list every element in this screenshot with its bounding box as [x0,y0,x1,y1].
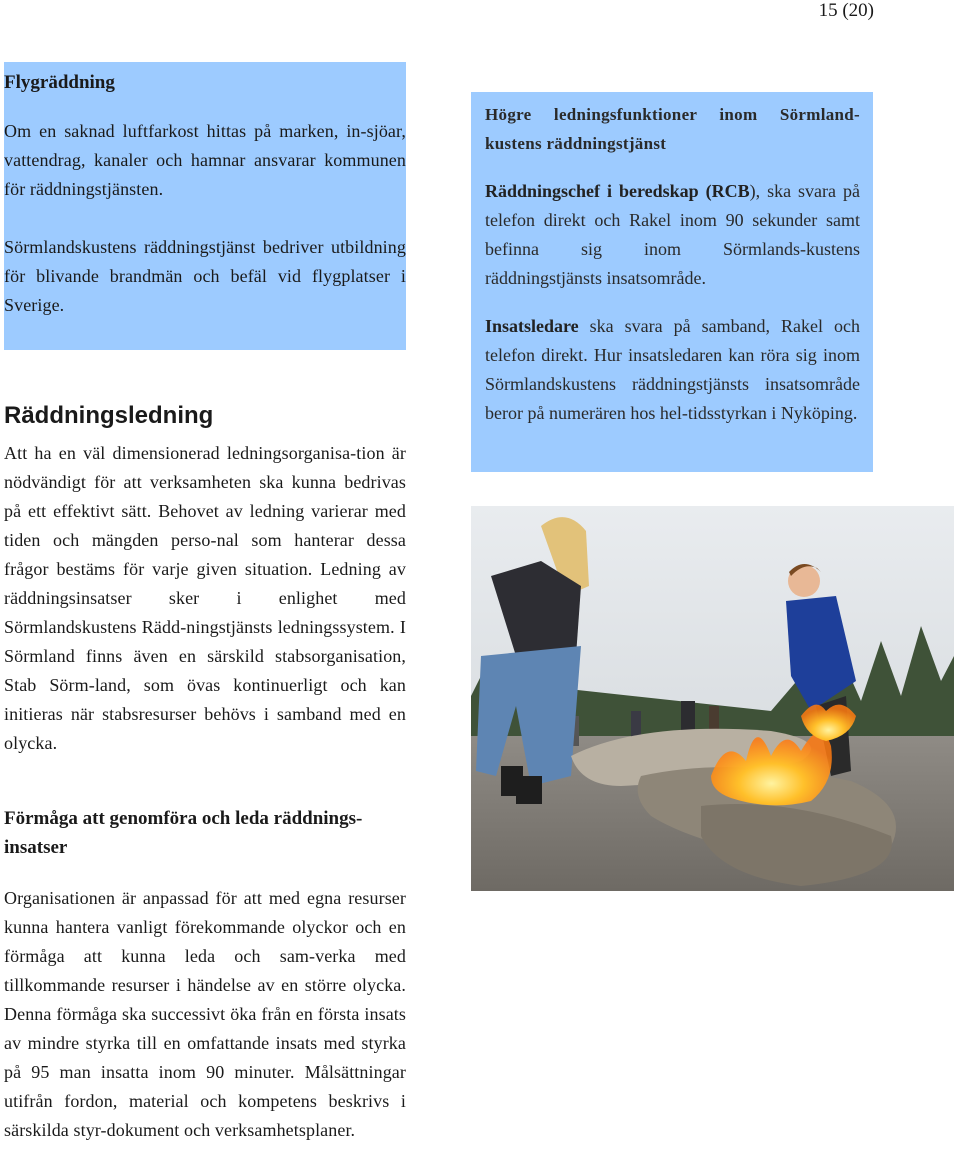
insatsledare-paragraph [485,312,860,428]
rcb-term: Räddningschef i beredskap (RCB [485,181,750,201]
raddningsledning-para: Att ha en väl dimensionerad ledningsorganisa-tion är nödvändigt för att verksamheten ska kunna bedrivas på ett effektivt sätt. Behovet av ledning varierar med tiden och mängden perso-nal som hanterar dessa frågor bestäms för varje given situation. Ledning av räddningsinsatser sker i enlighet med Sörmlandskustens Rädd-ningstjänsts ledningssystem. I Sörmland finns även en särskild stabsorganisation, Stab Sörm-land, som övas kontinuerligt och kan initieras när stabsresurser behövs i samband med en olycka. [4,443,406,753]
flygraddning-para-2: Sörmlandskustens räddningstjänst bedriver utbildning för blivande brandmän och befäl vid flygplatser i Sverige. [4,237,406,315]
ledningsfunktioner-heading: Högre ledningsfunktioner inom Sörmland-kustens räddningstjänst [485,105,860,153]
formaga-heading: Förmåga att genomföra och leda räddnings-insatser [4,808,363,858]
fire-training-photo [471,506,954,891]
ledningsfunktioner-box [471,92,873,472]
insatsledare-text: ska svara på samband, Rakel och telefon direkt. Hur insatsledaren kan röra sig inom Sörmlandskustens räddningstjänsts insatsområde beror på numerären hos hel-tidsstyrkan i Nyköping. [485,316,860,423]
flygraddning-para-1: Om en saknad luftfarkost hittas på marken, in-sjöar, vattendrag, kanaler och hamnar ansvarar kommunen för räddningstjänsten. [4,121,406,199]
rcb-text: ), ska svara på telefon direkt och Rakel inom 90 sekunder samt befinna sig inom Sörmlands-kustens räddningstjänsts insatsområde. [485,181,860,288]
raddningsledning-heading: Räddningsledning [4,402,214,429]
flygraddning-box [4,62,406,350]
rcb-paragraph [485,177,860,293]
formaga-section [4,804,406,1145]
page-number: 15 (20) [818,0,874,21]
raddningsledning-section [4,401,406,758]
fire-training-photo-svg [471,506,954,891]
formaga-para: Organisationen är anpassad för att med egna resurser kunna hantera vanligt förekommande olyckor och en förmåga att kunna leda och sam-verka med tillkommande resurser i händelse av en större olycka. Denna förmåga ska successivt öka från en första insats av mindre styrka till en omfattande insats med styrka på 95 man insatta inom 90 minuter. Målsättningar utifrån fordon, material och kompetens beskrivs i särskilda styr-dokument och verksamhetsplaner. [4,888,406,1140]
flygraddning-heading: Flygräddning [4,72,115,93]
insatsledare-term: Insatsledare [485,316,579,336]
